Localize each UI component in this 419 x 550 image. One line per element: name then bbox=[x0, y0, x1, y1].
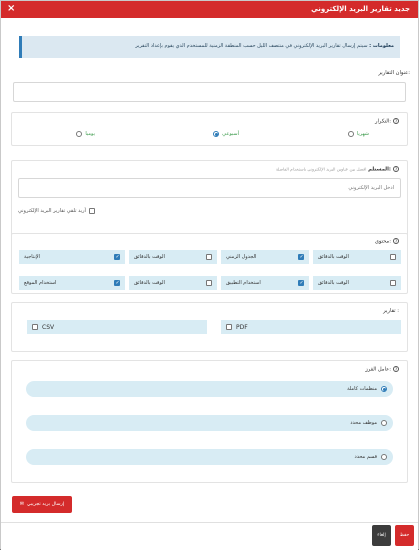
checkbox-icon[interactable] bbox=[32, 324, 38, 330]
content-item[interactable]: ✓ الجدول الزمني bbox=[221, 250, 309, 264]
content-item[interactable]: ✓ الإنتاجية bbox=[19, 250, 125, 264]
send-test-email-button[interactable]: إرسال بريد تجريبي ✉ bbox=[12, 496, 72, 513]
modal-footer bbox=[1, 522, 418, 550]
modal-title: جديد تقارير البريد الإلكتروني bbox=[311, 5, 410, 13]
filter-option-all-orgs[interactable]: منظمات كاملة bbox=[26, 381, 393, 397]
recipient-hint: افصل بين عناوين البريد الإلكتروني باستخدام الفاصلة bbox=[275, 166, 367, 172]
report-title-input[interactable] bbox=[14, 83, 405, 101]
recipient-field[interactable] bbox=[18, 178, 401, 198]
content-item[interactable]: الوقت بالدقائق bbox=[313, 250, 401, 264]
report-title-field[interactable] bbox=[13, 82, 406, 102]
filter-section bbox=[11, 360, 408, 483]
content-item[interactable]: الوقت بالدقائق bbox=[129, 276, 217, 290]
help-icon: ? bbox=[394, 239, 398, 244]
filter-option-specific-department[interactable]: قسم محدد bbox=[26, 449, 393, 465]
info-label: معلومات : bbox=[369, 43, 394, 49]
recipient-label: :المستلم bbox=[368, 166, 391, 173]
checkbox-checked-icon[interactable] bbox=[298, 254, 304, 260]
recipient-input[interactable] bbox=[19, 179, 400, 197]
checkbox-icon[interactable] bbox=[89, 208, 95, 214]
filter-label: :عامل الفرز bbox=[365, 366, 391, 373]
radio-selected-icon[interactable] bbox=[213, 131, 219, 137]
repeat-option-monthly[interactable]: شهريا bbox=[348, 131, 369, 137]
envelope-icon: ✉ bbox=[19, 502, 24, 507]
radio-icon[interactable] bbox=[348, 131, 354, 137]
self-receive-checkbox[interactable]: أريد تلقي تقارير البريد الإلكتروني bbox=[18, 208, 95, 214]
content-item[interactable]: ✓ استخدام الموقع bbox=[19, 276, 125, 290]
radio-icon[interactable] bbox=[76, 131, 82, 137]
help-icon: ? bbox=[394, 119, 398, 124]
modal-header bbox=[1, 1, 418, 18]
checkbox-checked-icon[interactable] bbox=[114, 254, 120, 260]
repeat-option-daily[interactable]: يوميا bbox=[76, 131, 95, 137]
checkbox-icon[interactable] bbox=[390, 280, 396, 286]
report-format-section bbox=[11, 302, 408, 352]
help-icon: ? bbox=[394, 367, 398, 372]
content-item[interactable]: ✓ استخدام التطبيق bbox=[221, 276, 309, 290]
info-text: سيتم إرسال تقارير البريد الإلكتروني في منتصف الليل حسب المنطقة الزمنية للمستخدم الذي يقوم بإعداد التقرير bbox=[135, 43, 368, 49]
radio-selected-icon[interactable] bbox=[381, 386, 387, 392]
radio-icon[interactable] bbox=[381, 420, 387, 426]
filter-option-specific-employee[interactable]: موظف محدد bbox=[26, 415, 393, 431]
close-icon[interactable]: × bbox=[7, 3, 16, 14]
repeat-option-weekly[interactable]: أسبوعي bbox=[213, 131, 239, 137]
save-button[interactable]: حفظ bbox=[395, 525, 414, 546]
content-label: :محتوى bbox=[374, 238, 391, 245]
checkbox-checked-icon[interactable] bbox=[298, 280, 304, 286]
checkbox-icon[interactable] bbox=[226, 324, 232, 330]
modal-body bbox=[1, 18, 418, 522]
checkbox-icon[interactable] bbox=[206, 280, 212, 286]
content-section bbox=[11, 233, 408, 294]
checkbox-checked-icon[interactable] bbox=[114, 280, 120, 286]
info-alert bbox=[19, 36, 400, 58]
content-item[interactable]: الوقت بالدقائق bbox=[313, 276, 401, 290]
recipient-section bbox=[11, 160, 408, 242]
report-format-label: : تقارير bbox=[383, 308, 399, 314]
help-icon: ? bbox=[394, 167, 398, 172]
checkbox-icon[interactable] bbox=[390, 254, 396, 260]
checkbox-icon[interactable] bbox=[206, 254, 212, 260]
radio-icon[interactable] bbox=[381, 454, 387, 460]
report-title-label: :عنوان التقارير bbox=[378, 70, 410, 76]
format-csv[interactable]: CSV bbox=[27, 320, 207, 334]
repeat-section bbox=[11, 112, 408, 146]
cancel-button[interactable]: إلغاء bbox=[372, 525, 391, 546]
repeat-label: :التكرار bbox=[374, 118, 391, 125]
content-item[interactable]: الوقت بالدقائق bbox=[129, 250, 217, 264]
format-pdf[interactable]: PDF bbox=[221, 320, 401, 334]
